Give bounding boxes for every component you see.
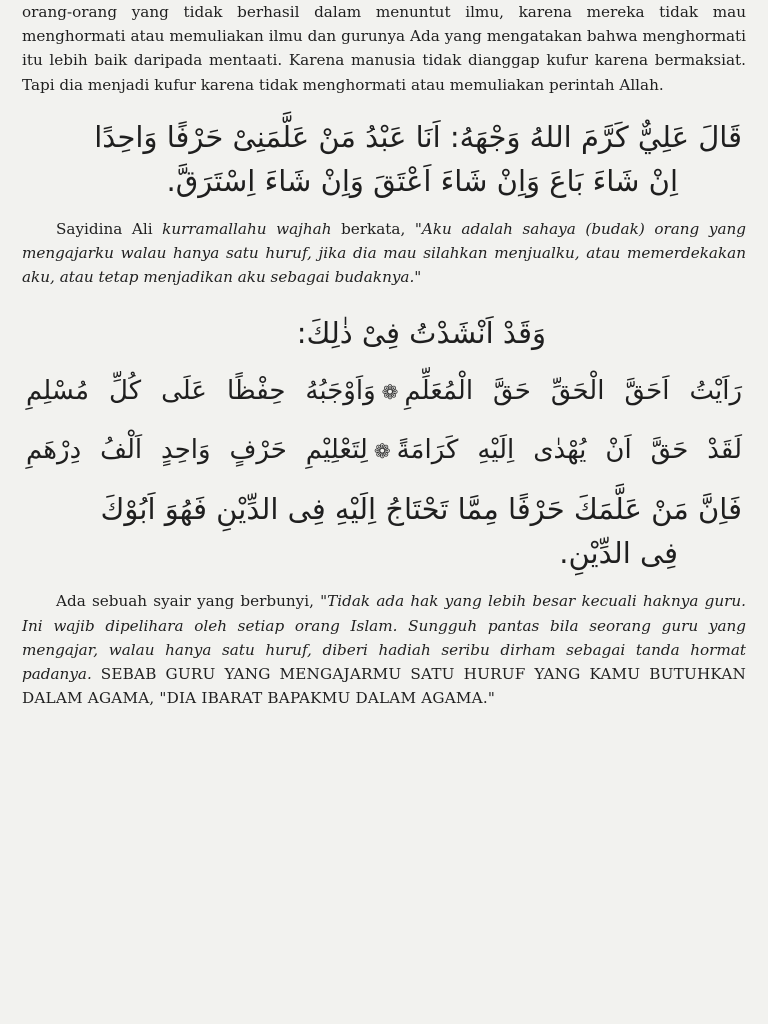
explanation-caps: SEBAB GURU YANG MENGAJARMU SATU HURUF YANG KAMU BUTUHKAN DALAM AGAMA, "DIA IBARAT BAPAKMU DALAM AGAMA." xyxy=(22,665,746,708)
poem-verse-1-second-half: وَاَوْجَبُهُ حِفْظًا عَلَى كُلِّ مُسْلِمِ xyxy=(26,376,376,407)
poem-verse-1-first-half: رَاَيْتُ اَحَقَّ الْحَقِّ حَقَّ الْمُعَلِّمِ xyxy=(404,376,742,407)
explanation-lead: Ada sebuah syair yang berbunyi, xyxy=(56,592,321,611)
honorific-text: kurramallahu wajhah xyxy=(162,219,332,238)
paragraph-intro: orang-orang yang tidak berhasil dalam menuntut ilmu, karena mereka tidak mau menghormati atau memuliakan ilmu dan gurunya Ada yang mengatakan bahwa menghormati itu lebih baik daripada mentaati. Karena manusia tidak dianggap kufur karena bermaksiat. Tapi dia menjadi kufur karena tidak menghormati atau memuliakan perintah Allah. xyxy=(22,3,746,94)
poem-verse-1 xyxy=(22,369,746,414)
explanation-quote: "Tidak ada hak yang lebih besar kecuali haknya guru. Ini wajib dipelihara oleh setiap orang Islam. Sungguh pantas bila seorang guru yang mengajar, walau hanya satu huruf, diberi hadiah seribu dirham sebagai tanda hormat padanya. xyxy=(22,592,746,684)
arabic-quote-line-1: قَالَ عَلِيٌّ كَرَّمَ اللهُ وَجْهَهُ: اَنَا عَبْدُ مَنْ عَلَّمَنِىْ حَرْفًا وَاحِدًا xyxy=(94,119,742,154)
translation-quote: "Aku adalah sahaya (budak) orang yang mengajarku walau hanya satu huruf, jika dia mau silahkan menjualku, atau memerdekakan aku, atau tetap menjadikan aku sebagai budaknya." xyxy=(22,219,747,287)
arabic-closing-line-1: فَاِنَّ مَنْ عَلَّمَكَ حَرْفًا مِمَّا تَحْتَاجُ اِلَيْهِ فِى الدِّيْنِ فَهُوَ اَبُوْكَ xyxy=(100,492,742,527)
arabic-closing-line-2: فِى الدِّيْنِ. xyxy=(559,536,678,571)
translation-lead: Sayidina Ali xyxy=(56,219,163,238)
translation-verb: berkata, xyxy=(331,219,415,238)
paragraph-poem-explanation xyxy=(22,589,746,710)
arabic-poem-intro: وَقَدْ اَنْشَدْتُ فِىْ ذٰلِكَ: xyxy=(296,316,546,351)
verse-separator-icon: ❁ xyxy=(373,439,391,464)
poem-verse-2-second-half: لِتَعْلِيْمِ حَرْفٍ وَاحِدٍ اَلْفُ دِرْهَمِ xyxy=(26,435,368,466)
poem-verse-2-first-half: لَقَدْ حَقَّ اَنْ يُهْدٰى اِلَيْهِ كَرَامَةً xyxy=(396,435,742,466)
poem-verse-2 xyxy=(22,428,746,473)
paragraph-translation-ali xyxy=(22,217,746,290)
arabic-quote-line-2: اِنْ شَاءَ بَاعَ وَاِنْ شَاءَ اَعْتَقَ وَاِنْ شَاءَ اِسْتَرَقَّ. xyxy=(166,163,678,198)
verse-separator-icon: ❁ xyxy=(381,380,399,405)
